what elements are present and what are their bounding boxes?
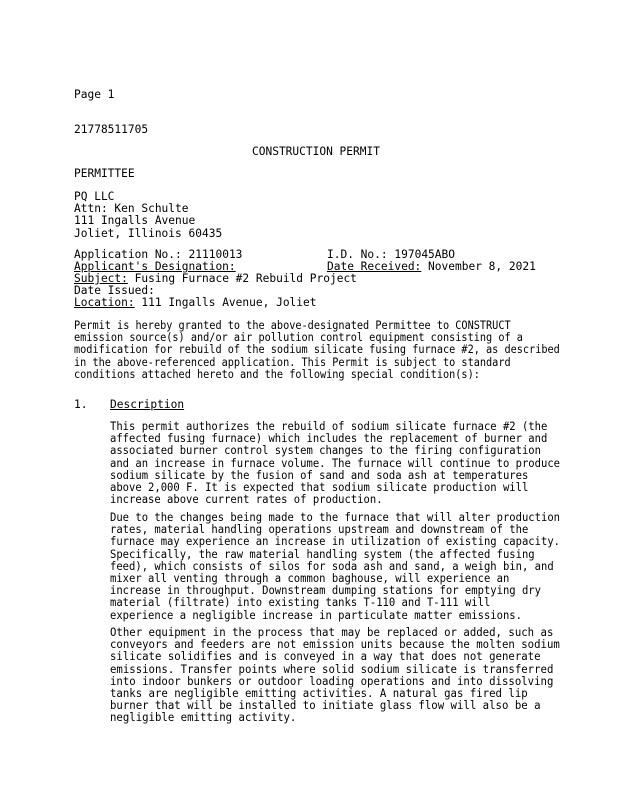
page-label: Page 1 xyxy=(74,88,115,101)
intro-line: in the above-referenced application. This Permit is subject to standard xyxy=(74,355,511,369)
intro-line: emission source(s) and/or air pollution control equipment consisting of a xyxy=(74,331,523,345)
paragraph-line: associated burner control system changes to the firing configuration xyxy=(110,444,541,458)
location-label: Location: xyxy=(74,296,135,309)
paragraph-line: conveyors and feeders are not emission units because the molten sodium xyxy=(110,638,560,652)
date-issued: Date Issued: xyxy=(74,284,155,297)
paragraph-line: above 2,000 F. It is expected that sodium silicate production will xyxy=(110,480,529,494)
section-number: 1. xyxy=(74,398,88,411)
paragraph-line: rates, material handling operations upstream and downstream of the xyxy=(110,523,529,537)
paragraph-line: Other equipment in the process that may be replaced or added, such as xyxy=(110,626,554,639)
paragraph-line: burner that will be installed to initiate glass flow will also be a xyxy=(110,699,541,713)
paragraph-line: negligible emitting activity. xyxy=(110,711,297,725)
paragraph-line: into indoor bunkers or outdoor loading operations and into dissolving xyxy=(110,674,554,688)
paragraph-line: emissions. Transfer points where solid sodium silicate is transferred xyxy=(110,662,554,676)
paragraph-line: Due to the changes being made to the furnace that will alter production xyxy=(110,511,561,524)
location-row xyxy=(74,297,317,309)
permittee-heading: PERMITTEE xyxy=(74,167,135,180)
paragraph-3 xyxy=(110,627,581,725)
address-line: Attn: Ken Schulte xyxy=(74,202,189,216)
intro-paragraph xyxy=(74,320,606,381)
paragraph-line: increase above current rates of production. xyxy=(110,493,383,507)
address-block xyxy=(74,191,222,240)
intro-line: conditions attached hereto and the following special condition(s): xyxy=(74,367,480,381)
application-no: 21110013 xyxy=(188,248,243,261)
subject: Fusing Furnace #2 Rebuild Project xyxy=(134,272,357,285)
applicants-designation: Applicant's Designation: xyxy=(74,260,236,273)
paragraph-1 xyxy=(110,421,588,506)
date-received-row xyxy=(327,261,536,273)
date-received-label: Date Received: xyxy=(327,260,422,273)
date-received: November 8, 2021 xyxy=(428,260,536,273)
paragraph-line: furnace may experience an increase in utilization of existing capacity. xyxy=(110,535,561,549)
paragraph-line: feed), which consists of silos for soda ash and sand, a weigh bin, and xyxy=(110,559,554,573)
paragraph-line: affected fusing furnace) which includes the replacement of burner and xyxy=(110,432,548,446)
address-line: Joliet, Illinois 60435 xyxy=(74,226,223,240)
section-title: Description xyxy=(110,398,185,411)
paragraph-line: This permit authorizes the rebuild of sodium silicate furnace #2 (the xyxy=(110,420,548,433)
intro-line: Permit is hereby granted to the above-designated Permittee to CONSTRUCT xyxy=(74,319,511,332)
paragraph-line: and an increase in furnace volume. The furnace will continue to produce xyxy=(110,456,561,470)
paragraph-line: experience a negligible increase in particulate matter emissions. xyxy=(110,608,522,622)
id-no: 197045ABO xyxy=(394,248,455,261)
paragraph-line: sodium silicate by the fusion of sand and soda ash at temperatures xyxy=(110,468,529,482)
paragraph-line: material (filtrate) into existing tanks T-110 and T-111 will xyxy=(110,596,491,610)
paragraph-line: mixer all venting through a common baghouse, will experience an xyxy=(110,571,510,585)
doc-title: CONSTRUCTION PERMIT xyxy=(252,145,380,158)
paragraph-line: silicate solidifies and is conveyed in a way that does not generate xyxy=(110,650,541,664)
paragraph-line: increase in throughput. Downstream dumping stations for emptying dry xyxy=(110,584,541,598)
intro-line: modification for rebuild of the sodium silicate fusing furnace #2, as described xyxy=(74,343,560,357)
permit-number: 21778511705 xyxy=(74,123,149,136)
paragraph-2 xyxy=(110,512,588,622)
application-no-label: Application No.: xyxy=(74,248,182,261)
location: 111 Ingalls Avenue, Joliet xyxy=(141,296,317,309)
subject-label: Subject: xyxy=(74,272,128,285)
paragraph-line: Specifically, the raw material handling system (the affected fusing xyxy=(110,547,535,561)
id-no-label: I.D. No.: xyxy=(327,248,388,261)
address-line: 111 Ingalls Avenue xyxy=(74,214,196,228)
paragraph-line: tanks are negligible emitting activities. A natural gas fired lip xyxy=(110,686,528,700)
address-line: PQ LLC xyxy=(74,190,115,203)
